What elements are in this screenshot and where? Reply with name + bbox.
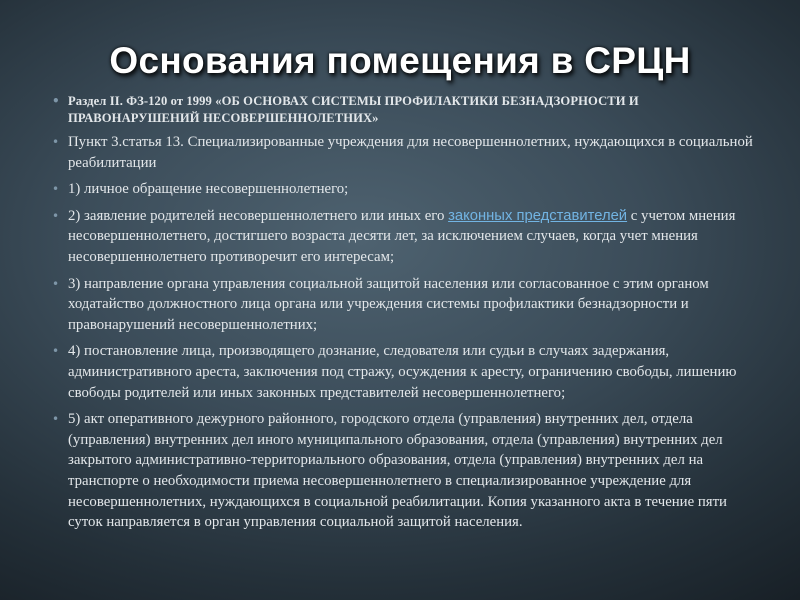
bullet-text: 4) постановление лица, производящего дознание, следователя или судьи в случаях задержания, административного ареста, заключения под стражу, осуждения к аресту, ограничению свободы, лишению свободы родителей или иных законных представителей несовершеннолетнего;: [68, 343, 737, 401]
bullet-list: [52, 93, 764, 539]
bullet-text: Пункт 3.статья 13. Специализированные учреждения для несовершеннолетних, нуждающихся в социальной реабилитации: [68, 134, 753, 171]
bullet-item-3: [52, 274, 764, 336]
bullet-text: 1) личное обращение несовершеннолетнего;: [68, 181, 349, 198]
slide-title: Основания помещения в СРЦН: [109, 40, 691, 81]
bullet-text-before-link: 2) заявление родителей несовершеннолетнего или иных его: [68, 207, 449, 224]
legal-representatives-link[interactable]: законных представителей: [448, 207, 628, 224]
bullet-item-2: [52, 206, 764, 268]
bullet-dot-icon: •: [52, 135, 60, 149]
bullet-text: 3) направление органа управления социальной защитой населения или согласованное с этим органом ходатайство должностного лица органа или учреждения системы профилактики безнадзорности и правонарушений несовершеннолетних;: [68, 275, 709, 333]
bullet-dot-icon: •: [52, 412, 60, 427]
bullet-text: 5) акт оперативного дежурного районного, городского отдела (управления) внутренних дел, отдела (управления) внутренних дел иного муниципального образования, отдела (управления) внутренних дел закрытого административно-территориального образования, отдела (управления) внутренних дел на транспорте о необходимости приема несовершеннолетнего в специализированное учреждение для несовершеннолетних, нуждающихся в социальной реабилитации. Копия указанного акта в течение пяти суток направляется в орган управления социальной защитой населения.: [68, 411, 727, 531]
bullet-item-law-section: [52, 93, 764, 127]
bullet-text: Раздел II. ФЗ-120 от 1999 «ОБ ОСНОВАХ СИСТЕМЫ ПРОФИЛАКТИКИ БЕЗНАДЗОРНОСТИ И ПРАВОНАРУШЕНИЙ НЕСОВЕРШЕННОЛЕТНИХ»: [68, 94, 639, 125]
bullet-dot-icon: •: [52, 344, 60, 359]
bullet-dot-icon: •: [52, 182, 60, 197]
bullet-item-clause: [52, 132, 764, 173]
bullet-text-after-link: с учетом мнения несовершеннолетнего, достигшего возраста десяти лет, за исключением случаев, когда учет мнения несовершеннолетнего противоречит его интересам;: [68, 207, 736, 265]
bullet-item-5: [52, 409, 764, 533]
bullet-dot-icon: •: [52, 94, 60, 108]
bullet-item-4: [52, 341, 764, 403]
bullet-item-1: [52, 179, 764, 200]
bullet-dot-icon: •: [52, 276, 60, 291]
bullet-dot-icon: •: [52, 208, 60, 223]
